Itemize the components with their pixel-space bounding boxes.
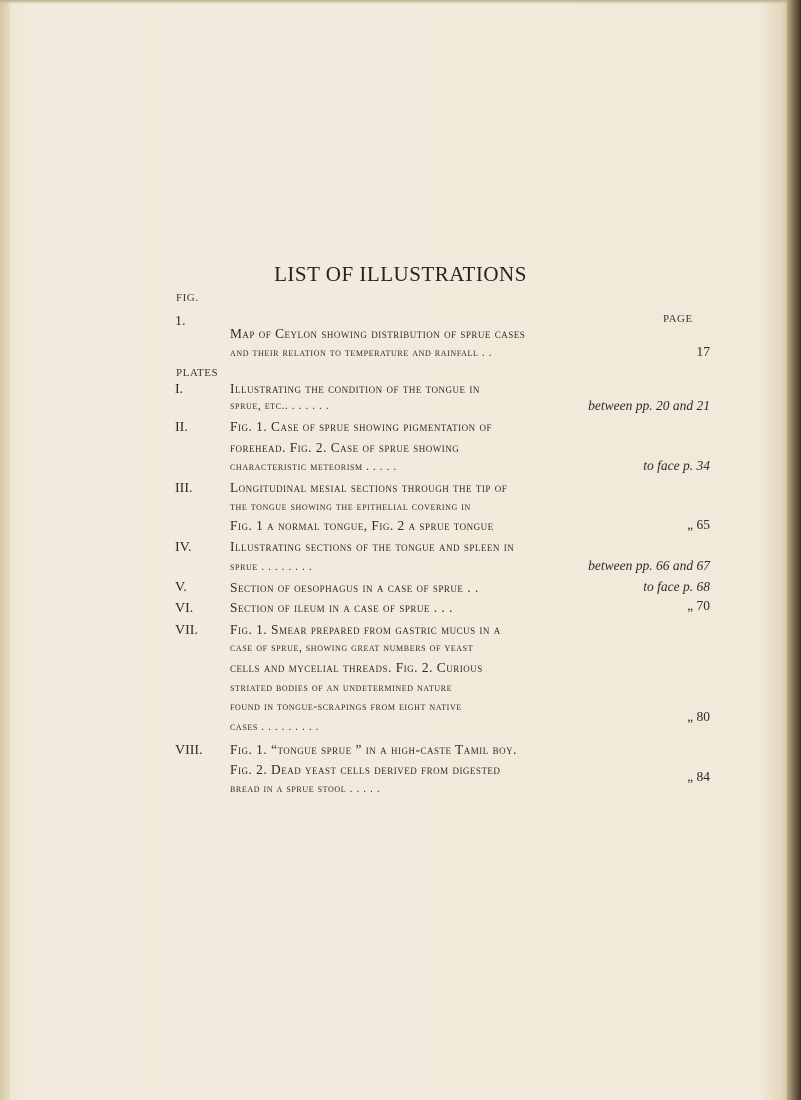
entry-line: cells and mycelial threads. Fig. 2. Curious [230,660,483,675]
entry-line: sprue . . . . . . . . [230,561,313,573]
entry-line: Section of ileum in a case of sprue . . . [230,600,453,615]
entry-line: Fig. 1. Case of sprue showing pigmentation of [230,419,492,434]
entry-page: „ 70 [687,598,710,613]
entry-line: Fig. 1. Smear prepared from gastric mucus in a [230,622,501,637]
entry-line: characteristic meteorism . . . . . [230,461,397,473]
entry-number: V. [175,580,187,595]
fig-column-header: FIG. [176,292,199,304]
entry-line: Map of Ceylon showing distribution of sprue cases [230,326,526,341]
page-column-header: PAGE [663,313,693,325]
entry-number: VII. [175,623,198,638]
entry-number: VI. [175,601,194,616]
entry-number: III. [175,481,193,496]
entry-page: 17 [696,344,710,359]
entry-page: „ 84 [687,769,710,784]
entry-line: Longitudinal mesial sections through the tip of [230,480,508,495]
entry-line: found in tongue-scrapings from eight native [230,701,462,713]
entry-line: Illustrating sections of the tongue and spleen in [230,539,515,554]
entry-line: Fig. 2. Dead yeast cells derived from digested [230,762,501,777]
entry-line: sprue, etc.. . . . . . . [230,400,330,412]
entry-line: cases . . . . . . . . . [230,721,320,733]
entry-number: 1. [175,314,186,329]
entry-page: „ 65 [687,517,710,532]
page-edge-shadow [787,0,801,1100]
page-gutter [0,0,10,1100]
entry-line: case of sprue, showing great numbers of yeast [230,642,474,654]
page-top-edge [0,0,801,4]
plates-section-header: PLATES [176,367,219,379]
entry-line: Fig. 1. “tongue sprue ” in a high-caste Tamil boy. [230,742,517,757]
entry-line: Section of oesophagus in a case of sprue . . [230,580,479,595]
entry-number: I. [175,382,184,397]
entry-line: bread in a sprue stool . . . . . [230,783,381,795]
entry-line: and their relation to temperature and rainfall . . [230,347,493,359]
entry-line: striated bodies of an undetermined nature [230,682,453,694]
entry-page: between pp. 20 and 21 [588,398,710,413]
entry-page: to face p. 68 [643,579,710,594]
entry-line: forehead. Fig. 2. Case of sprue showing [230,440,460,455]
entry-line: Illustrating the condition of the tongue in [230,381,480,396]
entry-line: Fig. 1 a normal tongue, Fig. 2 a sprue tongue [230,518,494,533]
entry-number: IV. [175,540,192,555]
entry-page: „ 80 [687,709,710,724]
entry-page: to face p. 34 [643,458,710,473]
entry-number: II. [175,420,188,435]
page-title: LIST OF ILLUSTRATIONS [274,262,527,286]
entry-page: between pp. 66 and 67 [588,558,710,573]
entry-number: VIII. [175,743,203,758]
entry-line: the tongue showing the epithelial covering in [230,501,471,513]
